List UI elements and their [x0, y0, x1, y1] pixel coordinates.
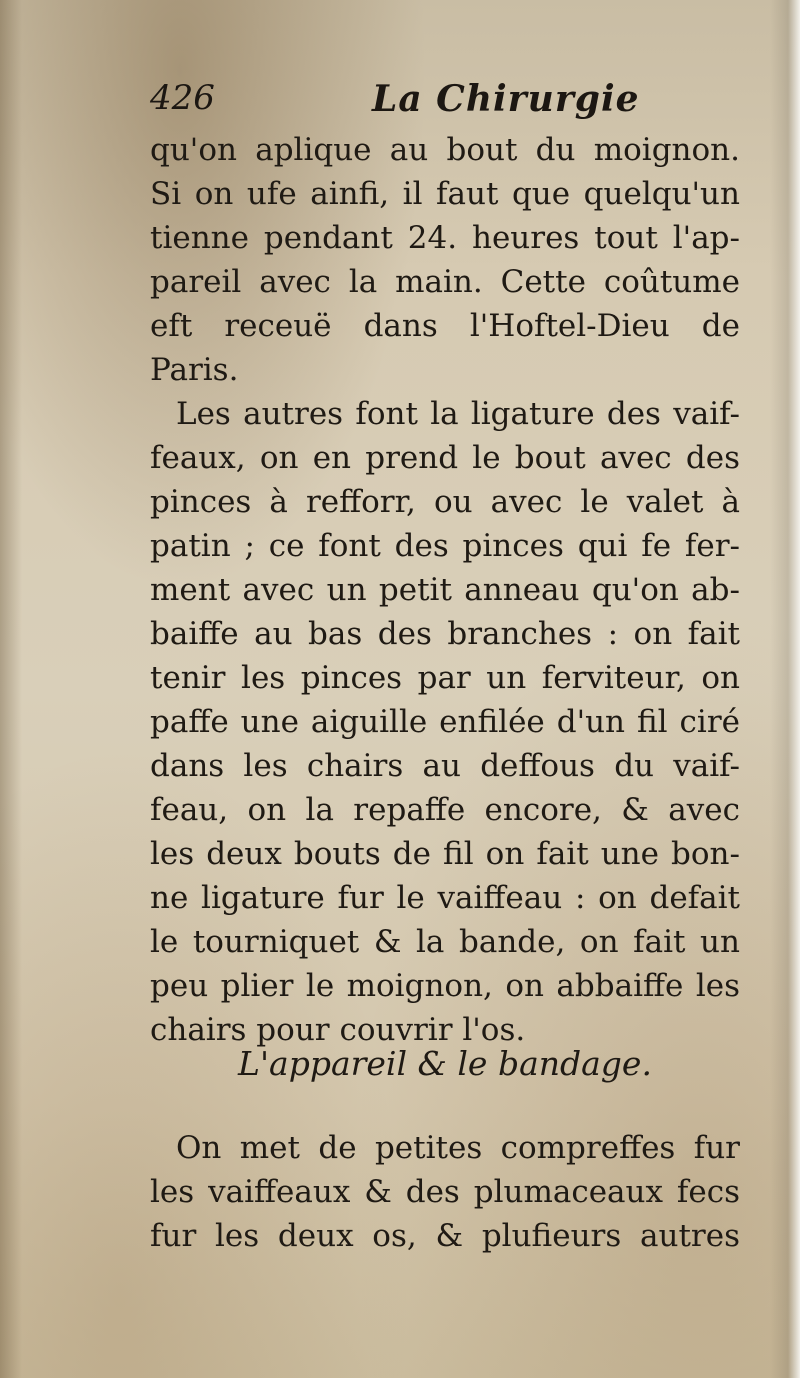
text-line: Si on ufe ainfi, il faut que quelqu'un — [150, 176, 740, 212]
text-line: tenir les pinces par un ferviteur, on — [150, 660, 740, 696]
page-edge — [770, 0, 800, 1378]
text-line: qu'on aplique au bout du moignon. — [150, 132, 740, 168]
text-line: dans les chairs au deffous du vaif- — [150, 748, 740, 784]
text-line: chairs pour couvrir l'os. — [150, 1012, 526, 1048]
page-number: 426 — [150, 78, 215, 118]
text-line: fur les deux os, & plufieurs autres — [150, 1218, 740, 1254]
page-header — [150, 78, 730, 126]
text-line: patin ; ce font des pinces qui fe fer- — [150, 528, 740, 564]
text-line: Paris. — [150, 352, 239, 388]
text-line: paffe une aiguille enfilée d'un fil ciré — [150, 704, 740, 740]
text-line: le tourniquet & la bande, on fait un — [150, 924, 740, 960]
text-line: ment avec un petit anneau qu'on ab- — [150, 572, 740, 608]
text-line: les deux bouts de fil on fait une bon- — [150, 836, 740, 872]
text-line: feau, on la repaffe encore, & avec — [150, 792, 740, 828]
text-line: Les autres font la ligature des vaif- — [176, 396, 740, 432]
section-title: L'appareil & le bandage. — [238, 1044, 652, 1083]
text-line: ne ligature fur le vaiffeau : on defait — [150, 880, 740, 916]
body-text-continued — [150, 1126, 740, 1258]
running-title: La Chirurgie — [372, 78, 640, 120]
gutter-shadow — [0, 0, 22, 1378]
text-line: baiffe au bas des branches : on fait — [150, 616, 740, 652]
text-line: pareil avec la main. Cette coûtume — [150, 264, 740, 300]
text-line: pinces à refforr, ou avec le valet à — [150, 484, 740, 520]
text-line: tienne pendant 24. heures tout l'ap- — [150, 220, 740, 256]
text-line: peu plier le moignon, on abbaiffe les — [150, 968, 740, 1004]
text-line: On met de petites compreffes fur — [176, 1130, 740, 1166]
body-text — [150, 128, 740, 1052]
text-line: feaux, on en prend le bout avec des — [150, 440, 740, 476]
text-line: les vaiffeaux & des plumaceaux fecs — [150, 1174, 740, 1210]
text-line: eft receuë dans l'Hoftel-Dieu de — [150, 308, 740, 344]
